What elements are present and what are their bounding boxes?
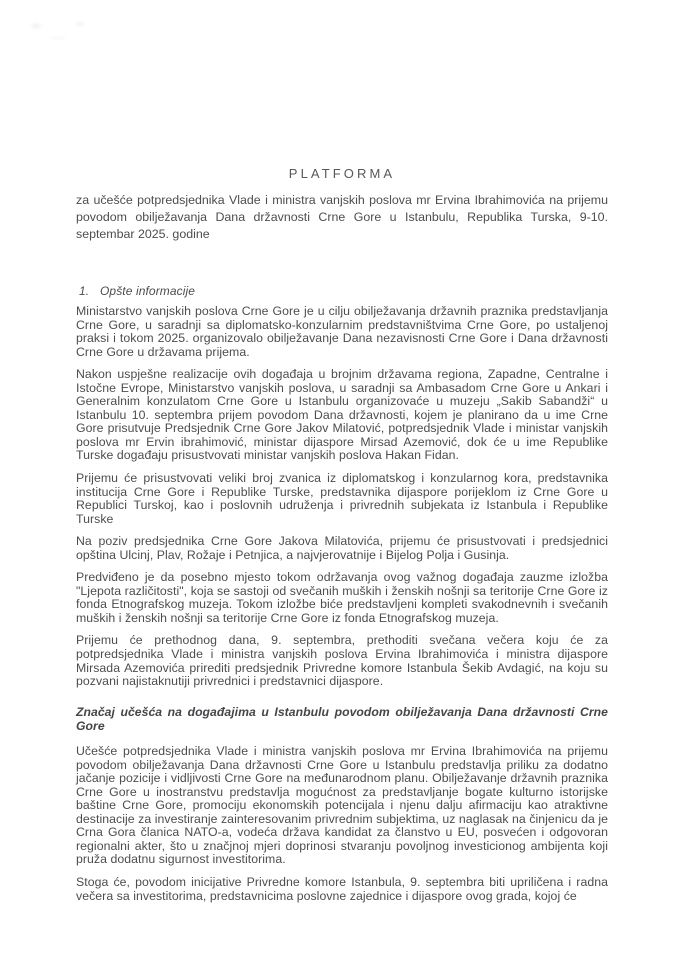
page-title: PLATFORMA — [288, 166, 396, 181]
paragraph: Učešće potpredsjednika Vlade i ministra vanjskih poslova mr Ervina Ibrahimovića na prijemu povodom obilježavanja Dana državnosti Crne Gore u Istanbulu predstavlja priliku za dodatno jačanje pozicije i vidljivosti Crne Gore na međunarodnom planu. Obilježavanje državnih praznika Crne Gore u inostranstvu predstavlja mogućnost za predstavljanje bogate kulturno istorijske baštine Crne Gore, promociju ekonomskih potencijala i njenu dalju afirmaciju kao atraktivne destinacije za investiranje zainteresovanim privrednim subjektima, uz naglasak na činjenicu da je Crna Gora članica NATO-a, vodeća država kandidat za članstvo u EU, posvećen i odgovoran regionalni akter, što u značjnoj mjeri doprinosi stvaranju povoljnog investicionog ambijenta koji pruža dodatnu sigurnost investitorima. — [76, 744, 608, 867]
paragraph: Na poziv predsjednika Crne Gore Jakova Milatovića, prijemu će prisustvovati i predsjednici opština Ulcinj, Plav, Rožaje i Petnjica, a najvjerovatnije i Bijelog Polja i Gusinja. — [76, 534, 608, 562]
paragraph: Prijemu će prisustvovati veliki broj zvanica iz diplomatskog i konzularnog kora, predstavnika institucija Crne Gore i Republike Turske, predstavnika dijaspore porijeklom iz Crne Gore u Republici Turskoj, kao i poslovnih udruženja i privrednih subjekata iz Istanbula i Republike Turske — [76, 471, 608, 526]
document-subtitle: za učešće potpredsjednika Vlade i ministra vanjskih poslova mr Ervina Ibrahimovića na prijemu povodom obilježavanja Dana državnosti Crne Gore u Istanbulu, Republika Turska, 9-10. septembar 2025. godine — [76, 193, 608, 242]
paragraph: Nakon uspješne realizacije ovih događaja u brojnim državama regiona, Zapadne, Centralne i Istočne Evrope, Ministarstvo vanjskih poslova, u saradnji sa Ambasadom Crne Gore u Ankari i Generalnim konzulatom Crne Gore u Istanbulu organizovaće u muzeju „Sakib Sabandži“ u Istanbulu 10. septembra prijem povodom Dana državnosti, kojem je planirano da u ime Crne Gore prisutvuje Predsjednik Crne Gore Jakov Milatović, potpredsjednik Vlade i ministar vanjskih poslova mr Ervin ibrahimović, ministar dijaspore Mirsad Azemović, dok će u ime Republike Turske događaju prisustvovati ministar vanjskih poslova Hakan Fidan. — [76, 367, 608, 463]
section-number: 1. — [79, 284, 90, 298]
section-heading-1 — [79, 284, 195, 298]
section-title: Opšte informacije — [100, 284, 196, 298]
paragraph: Predviđeno je da posebno mjesto tokom održavanja ovog važnog događaja zauzme izložba "Ljepota različitosti", koja se sastoji od svečanih muških i ženskih nošnji sa teritorije Crne Gore iz fonda Etnografskog muzeja. Tokom izložbe biće predstavljeni kompleti svakodnevnih i svečanih muških i ženskih nošnji sa teritorije Crne Gore iz fonda Etnografskog muzeja. — [76, 570, 608, 625]
paragraph: Prijemu će prethodnog dana, 9. septembra, prethoditi svečana večera koju će za potpredsjednika Vlade i ministra vanjskih poslova Ervina Ibrahimovića i ministra dijaspore Mirsada Azemovića prirediti predsjednik Privredne komore Istanbula Šekib Avdagić, na koju su pozvani najistaknutiji privrednici i predstavnici dijaspore. — [76, 633, 608, 689]
document-body — [76, 305, 608, 903]
scan-artifact-smudge — [22, 14, 100, 44]
paragraph: Ministarstvo vanjskih poslova Crne Gore je u cilju obilježavanja državnih praznika predstavljanja Crne Gore, u saradnji sa diplomatsko-konzularnim predstavništvima Crne Gore, po ustaljenoj praksi i tokom 2025. organizovalo obilježavanje Dana nezavisnosti Crne Gore i Dana državnosti Crne Gore u državama prijema. — [76, 304, 608, 359]
subsection-heading: Značaj učešća na događajima u Istanbulu povodom obilježavanja Dana državnosti Crne Gore — [76, 704, 608, 733]
paragraph: Stoga će, povodom inicijative Privredne komore Istanbula, 9. septembra biti upriličena i radna večera sa investitorima, predstavnicima poslovne zajednice i dijaspore ovog grada, kojoj će — [76, 875, 608, 903]
